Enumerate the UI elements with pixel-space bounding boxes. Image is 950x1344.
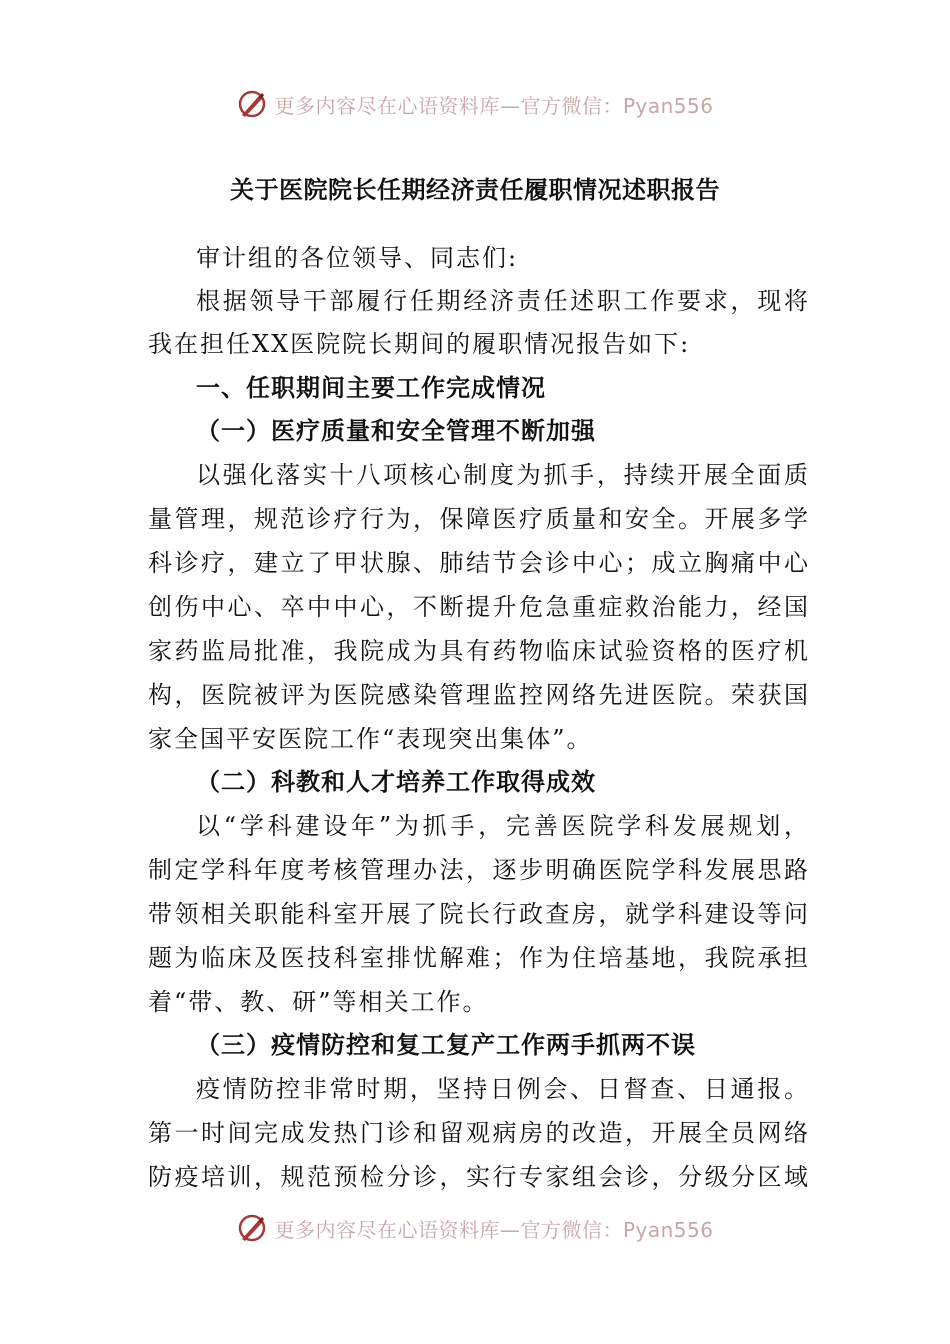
document-title: 关于医院院长任期经济责任履职情况述职报告 <box>230 175 720 204</box>
pen-circle-logo-icon <box>236 88 268 120</box>
paragraph-line: 题为临床及医技科室排忧解难；作为住培基地，我院承担 <box>148 944 808 972</box>
paragraph-line: 疫情防控非常时期，坚持日例会、日督查、日通报。 <box>196 1075 808 1103</box>
watermark-text: 更多内容尽在心语资料库—官方微信：Pyan556 <box>274 93 714 118</box>
paragraph-line: 创伤中心、卒中中心，不断提升危急重症救治能力，经国 <box>148 593 808 621</box>
paragraph-line: 以强化落实十八项核心制度为抓手，持续开展全面质 <box>196 461 808 489</box>
section-heading: 一、任职期间主要工作完成情况 <box>196 373 546 402</box>
subsection-heading: （一）医疗质量和安全管理不断加强 <box>196 416 596 445</box>
subsection-heading: （二）科教和人才培养工作取得成效 <box>196 767 596 796</box>
paragraph-line: 着“带、教、研”等相关工作。 <box>148 988 489 1016</box>
paragraph-line: 我在担任XX医院院长期间的履职情况报告如下: <box>148 330 691 358</box>
paragraph-line: 以“学科建设年”为抓手，完善医院学科发展规划， <box>196 812 808 840</box>
paragraph-line: 科诊疗，建立了甲状腺、肺结节会诊中心；成立胸痛中心 <box>148 549 808 577</box>
paragraph-line: 根据领导干部履行任期经济责任述职工作要求，现将 <box>196 287 808 315</box>
paragraph-line: 带领相关职能科室开展了院长行政查房，就学科建设等问 <box>148 900 808 928</box>
paragraph-line: 量管理，规范诊疗行为，保障医疗质量和安全。开展多学 <box>148 505 808 533</box>
paragraph-line: 防疫培训，规范预检分诊，实行专家组会诊，分级分区域 <box>148 1163 808 1191</box>
pen-circle-logo-icon <box>236 1212 268 1244</box>
paragraph-line: 家药监局批准，我院成为具有药物临床试验资格的医疗机 <box>148 637 808 665</box>
watermark-footer <box>0 1208 950 1248</box>
watermark-header <box>0 84 950 124</box>
paragraph-line: 第一时间完成发热门诊和留观病房的改造，开展全员网络 <box>148 1119 808 1147</box>
salutation: 审计组的各位领导、同志们: <box>196 244 519 272</box>
paragraph-line: 制定学科年度考核管理办法，逐步明确医院学科发展思路 <box>148 856 808 884</box>
paragraph-line: 构，医院被评为医院感染管理监控网络先进医院。荣获国 <box>148 681 808 709</box>
paragraph-line: 家全国平安医院工作“表现突出集体”。 <box>148 725 593 753</box>
watermark-text: 更多内容尽在心语资料库—官方微信：Pyan556 <box>274 1217 714 1242</box>
subsection-heading: （三）疫情防控和复工复产工作两手抓两不误 <box>196 1030 696 1059</box>
